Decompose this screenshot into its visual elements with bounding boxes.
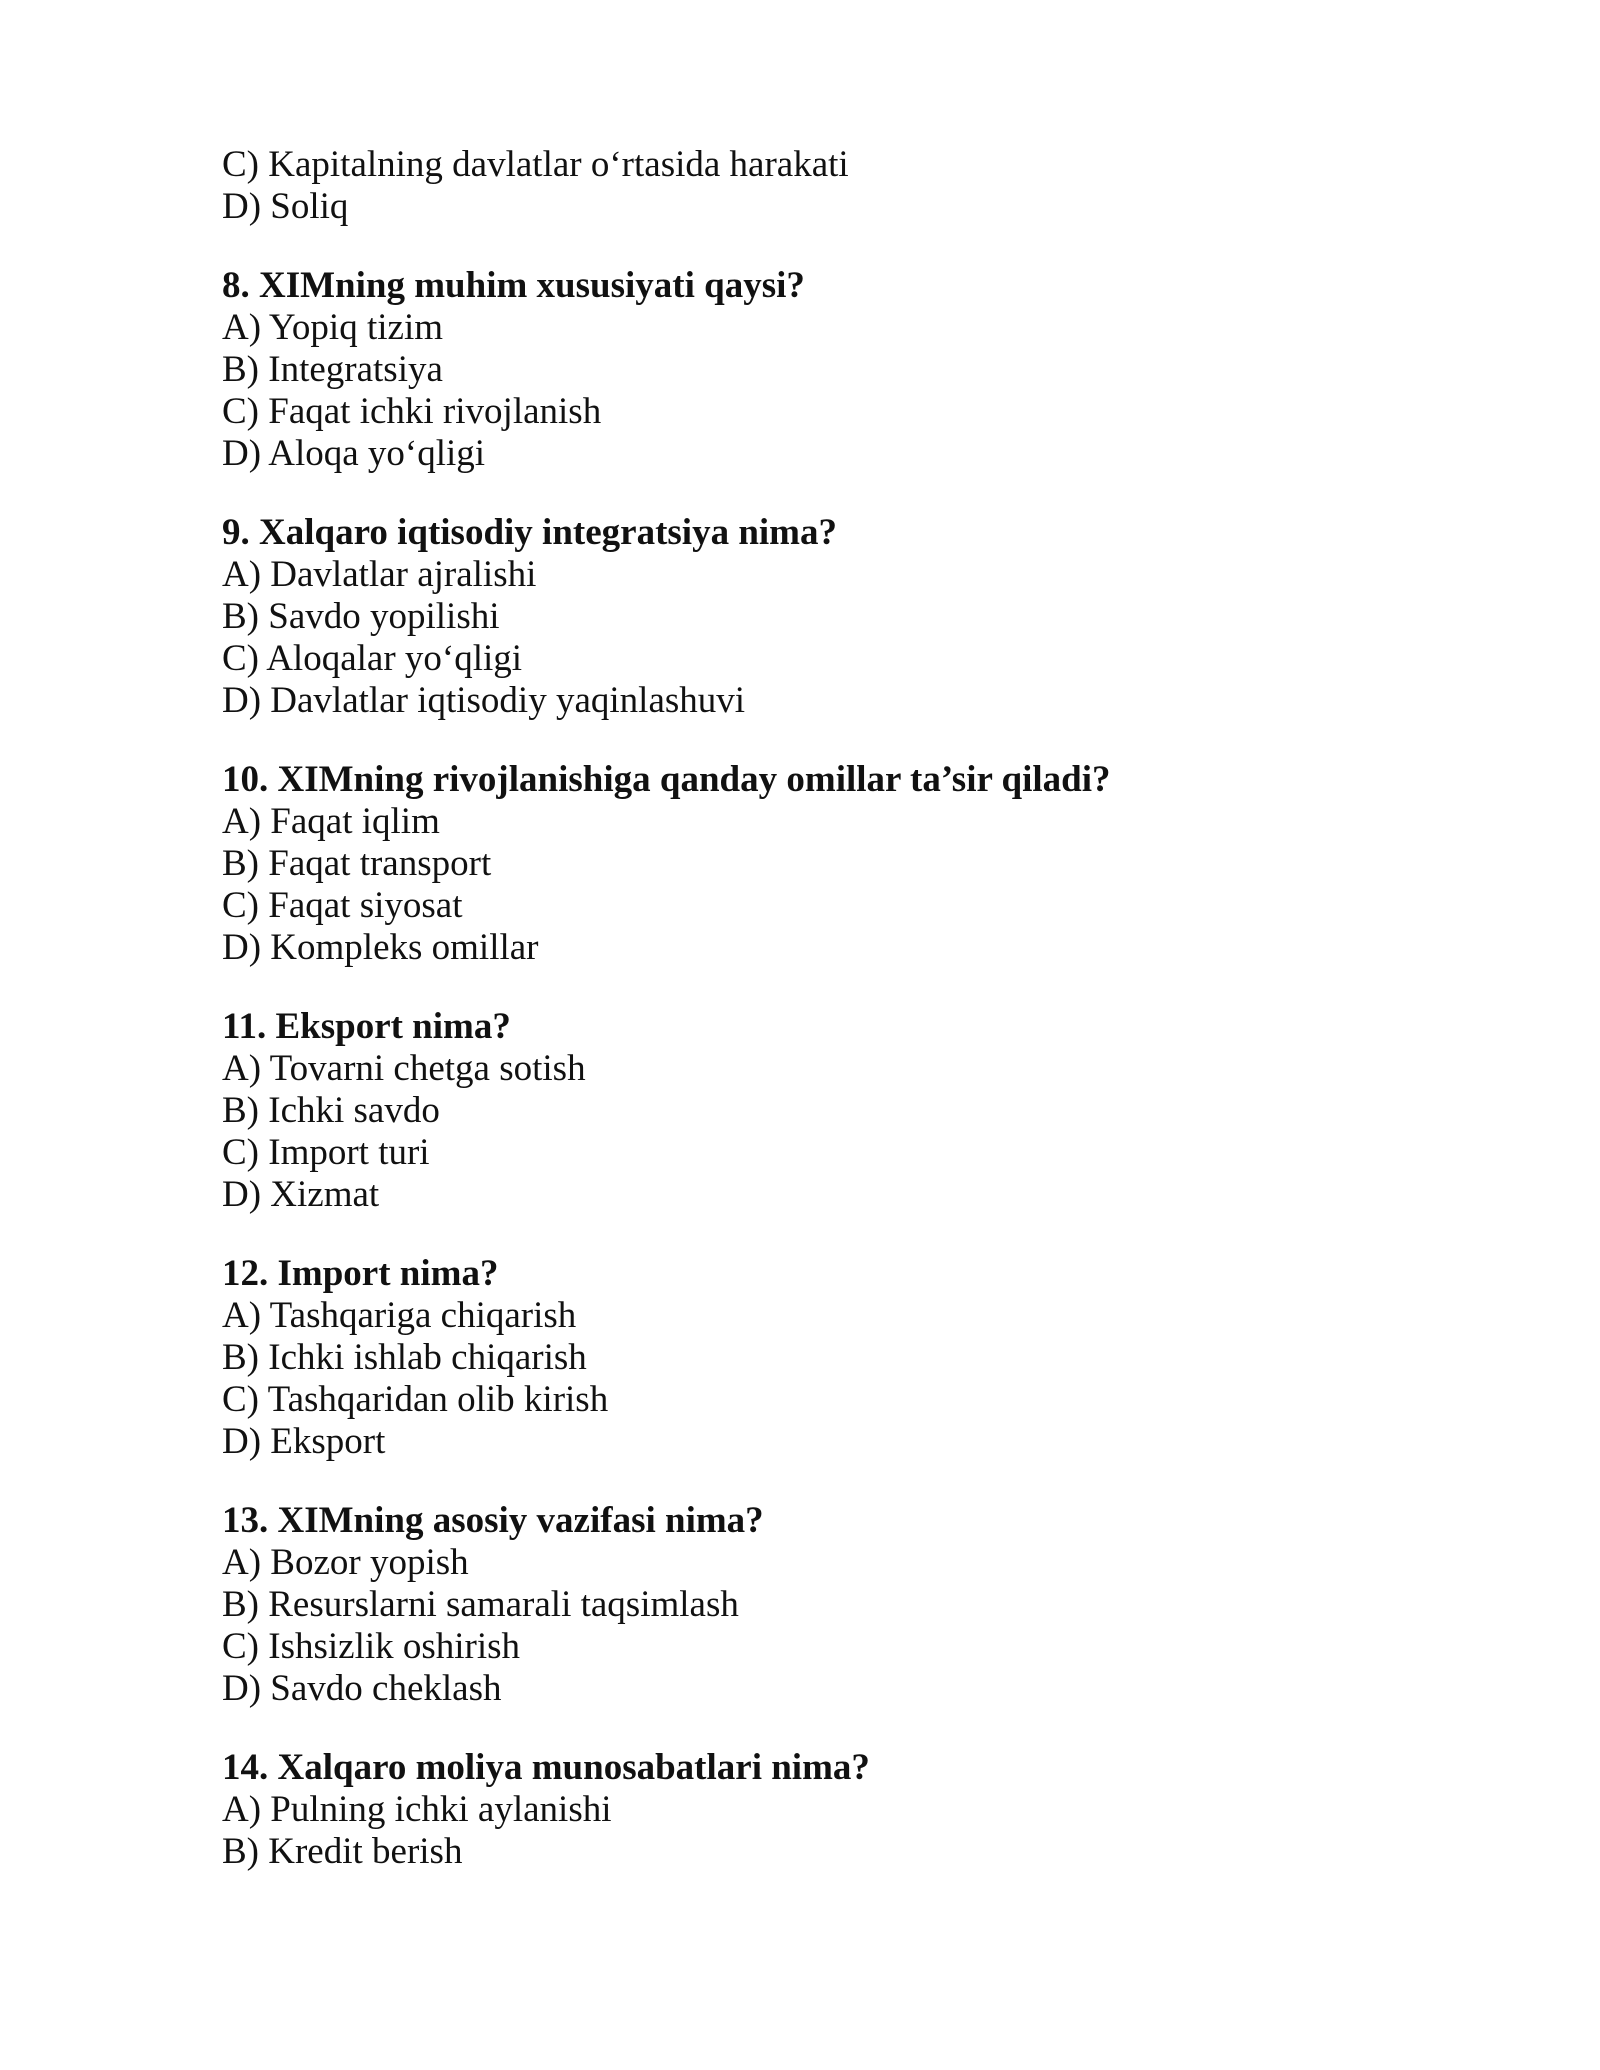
question-block [222, 1253, 1422, 1463]
question-title: 11. Eksport nima? [222, 1006, 511, 1047]
option-line: B) Kredit berish [222, 1831, 463, 1872]
option-line: A) Davlatlar ajralishi [222, 554, 537, 595]
question-block [222, 759, 1422, 969]
option-line: B) Ichki ishlab chiqarish [222, 1337, 587, 1378]
question-block [222, 1747, 1422, 1873]
option-line: D) Savdo cheklash [222, 1668, 502, 1709]
option-line: C) Faqat siyosat [222, 885, 463, 926]
option-line: B) Integratsiya [222, 349, 443, 390]
option-line: B) Savdo yopilishi [222, 596, 500, 637]
option-line: B) Resurslarni samarali taqsimlash [222, 1584, 739, 1625]
option-line: A) Faqat iqlim [222, 801, 440, 842]
question-title: 12. Import nima? [222, 1253, 499, 1294]
option-line: D) Eksport [222, 1421, 386, 1462]
option-line: A) Tovarni chetga sotish [222, 1048, 586, 1089]
option-line: D) Soliq [222, 186, 349, 227]
option-line: D) Davlatlar iqtisodiy yaqinlashuvi [222, 680, 746, 721]
question-block [222, 512, 1422, 722]
option-line: A) Yopiq tizim [222, 307, 444, 348]
option-line: B) Faqat transport [222, 843, 492, 884]
question-title: 10. XIMning rivojlanishiga qanday omillar ta’sir qiladi? [222, 759, 1111, 800]
option-line: C) Import turi [222, 1132, 430, 1173]
option-line: C) Kapitalning davlatlar o‘rtasida harakati [222, 144, 849, 185]
option-line: D) Xizmat [222, 1174, 380, 1215]
option-line: A) Tashqariga chiqarish [222, 1295, 577, 1336]
option-line: C) Aloqalar yo‘qligi [222, 638, 523, 679]
question-title: 8. XIMning muhim xususiyati qaysi? [222, 265, 805, 306]
option-line: B) Ichki savdo [222, 1090, 440, 1131]
question-title: 14. Xalqaro moliya munosabatlari nima? [222, 1747, 870, 1788]
option-line: D) Aloqa yo‘qligi [222, 433, 486, 474]
option-line: C) Faqat ichki rivojlanish [222, 391, 602, 432]
question-block [222, 1006, 1422, 1216]
page-content [222, 144, 1422, 1873]
option-line: A) Pulning ichki aylanishi [222, 1789, 612, 1830]
option-line: C) Tashqaridan olib kirish [222, 1379, 609, 1420]
question-title: 9. Xalqaro iqtisodiy integratsiya nima? [222, 512, 837, 553]
question-title: 13. XIMning asosiy vazifasi nima? [222, 1500, 764, 1541]
option-line: A) Bozor yopish [222, 1542, 469, 1583]
carryover-options [222, 144, 1422, 228]
question-block [222, 1500, 1422, 1710]
option-line: C) Ishsizlik oshirish [222, 1626, 521, 1667]
option-line: D) Kompleks omillar [222, 927, 539, 968]
question-block [222, 265, 1422, 475]
